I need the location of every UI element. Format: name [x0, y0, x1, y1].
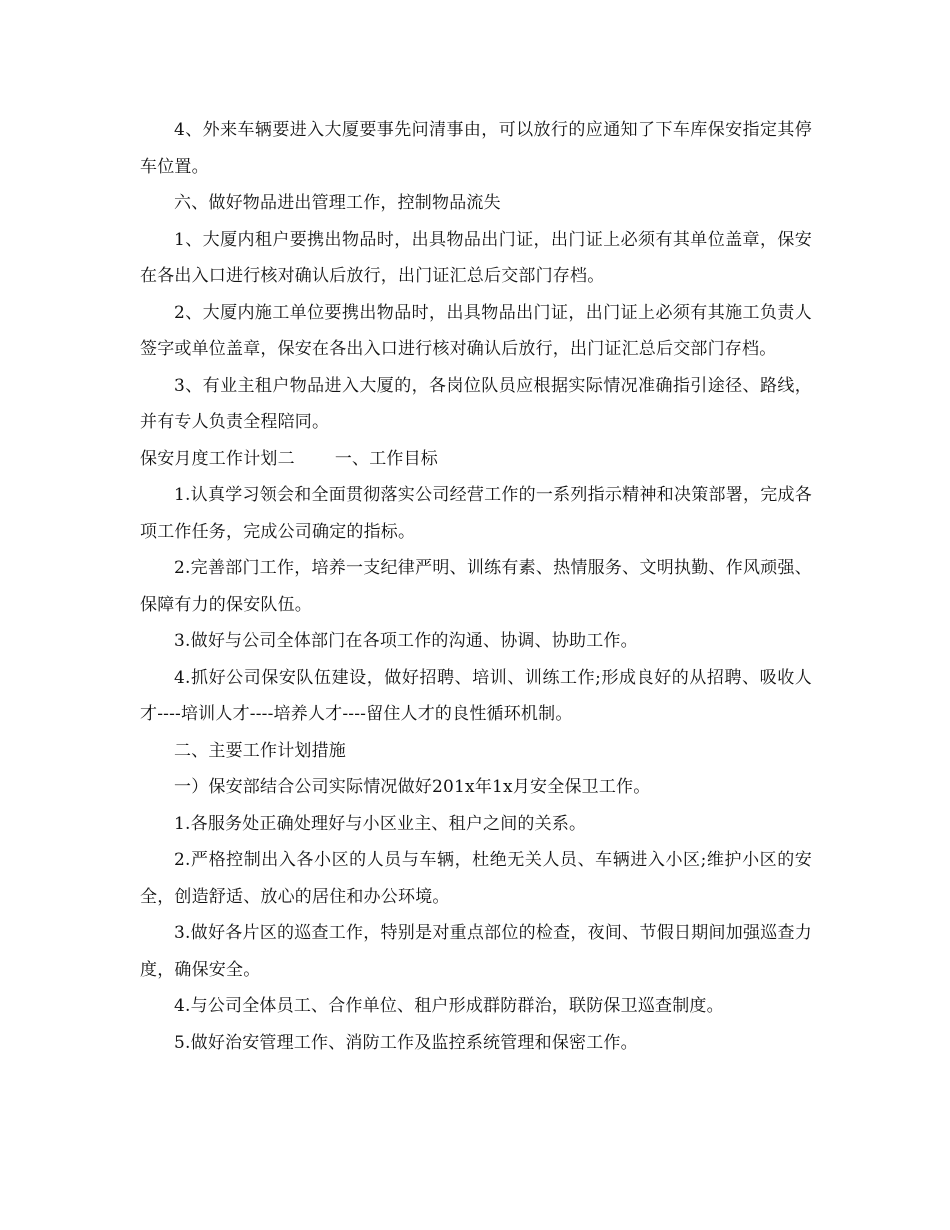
measure-item-1: 1.各服务处正确处理好与小区业主、租户之间的关系。	[174, 813, 587, 834]
document-page	[140, 112, 812, 1061]
paragraph-goods-entry: 3、有业主租户物品进入大厦的，各岗位队员应根据实际情况准确指引途径、路线，并有专人负责全程陪同。	[140, 375, 812, 432]
measure-item-3: 3.做好各片区的巡查工作，特别是对重点部位的检查，夜间、节假日期间加强巡查力度，确保安全。	[140, 923, 812, 980]
goal-item-1: 1.认真学习领会和全面贯彻落实公司经营工作的一系列指示精神和决策部署，完成各项工作任务，完成公司确定的指标。	[140, 485, 812, 542]
subsection-heading-security: 一）保安部结合公司实际情况做好201x年1x月安全保卫工作。	[174, 777, 651, 797]
goal-item-3: 3.做好与公司全体部门在各项工作的沟通、协调、协助工作。	[174, 631, 638, 651]
paragraph-vehicle-entry: 4、外来车辆要进入大厦要事先问清事由，可以放行的应通知了下车库保安指定其停车位置。	[140, 120, 812, 177]
goal-item-4: 4.抓好公司保安队伍建设，做好招聘、培训、训练工作;形成良好的从招聘、吸收人才----培训人才----培养人才----留住人才的良性循环机制。	[140, 667, 812, 724]
goal-item-2: 2.完善部门工作，培养一支纪律严明、训练有素、热情服务、文明执勤、作风顽强、保障有力的保安队伍。	[140, 558, 812, 615]
measure-item-2: 2.严格控制出入各小区的人员与车辆，杜绝无关人员、车辆进入小区;维护小区的安全，创造舒适、放心的居住和办公环境。	[140, 850, 812, 907]
section-heading-goods: 六、做好物品进出管理工作，控制物品流失	[174, 193, 501, 213]
plan-two-title-line	[140, 441, 812, 478]
paragraph-construction-goods: 2、大厦内施工单位要携出物品时，出具物品出门证，出门证上必须有其施工负责人签字或单位盖章，保安在各出入口进行核对确认后放行，出门证汇总后交部门存档。	[140, 302, 812, 359]
measure-item-5: 5.做好治安管理工作、消防工作及监控系统管理和保密工作。	[174, 1032, 638, 1053]
measure-item-4: 4.与公司全体员工、合作单位、租户形成群防群治，联防保卫巡查制度。	[174, 996, 724, 1016]
work-goals-heading: 一、工作目标	[334, 448, 439, 469]
section-heading-measures: 二、主要工作计划措施	[174, 740, 346, 761]
plan-two-title: 保安月度工作计划二	[140, 448, 295, 469]
paragraph-tenant-goods: 1、大厦内租户要携出物品时，出具物品出门证，出门证上必须有其单位盖章，保安在各出入口进行核对确认后放行，出门证汇总后交部门存档。	[140, 229, 812, 286]
